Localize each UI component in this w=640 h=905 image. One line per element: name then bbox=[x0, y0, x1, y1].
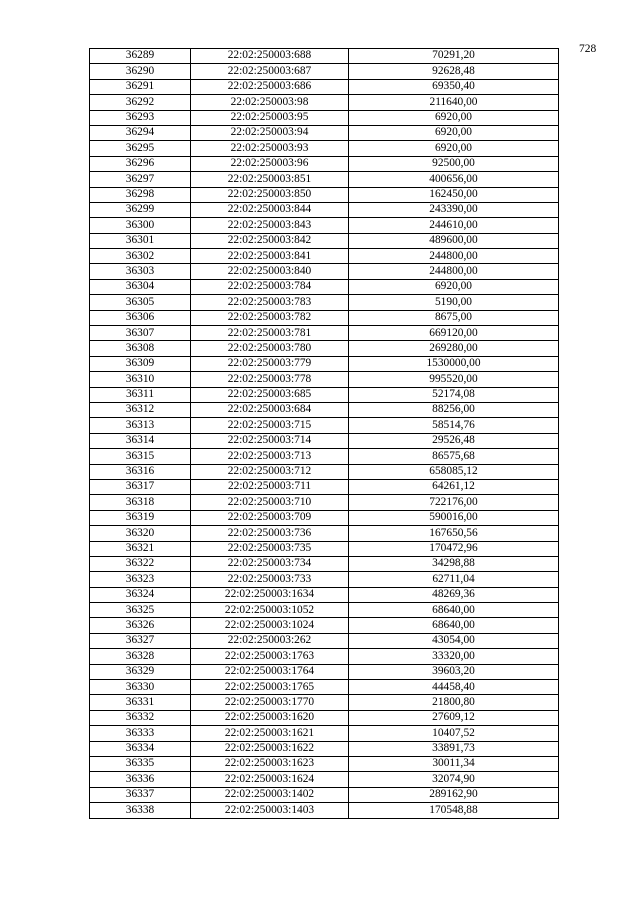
table-row bbox=[90, 510, 559, 525]
table-row bbox=[90, 449, 559, 464]
table-row bbox=[90, 172, 559, 187]
value-cell: 92500,00 bbox=[349, 156, 559, 171]
table-row bbox=[90, 587, 559, 602]
row-number-cell: 36302 bbox=[90, 249, 191, 264]
table-row bbox=[90, 633, 559, 648]
table-row bbox=[90, 572, 559, 587]
row-number-cell: 36303 bbox=[90, 264, 191, 279]
cadastral-number-cell: 22:02:250003:1052 bbox=[191, 603, 349, 618]
page-number: 728 bbox=[579, 43, 597, 55]
cadastral-number-cell: 22:02:250003:841 bbox=[191, 249, 349, 264]
row-number-cell: 36291 bbox=[90, 79, 191, 94]
cadastral-number-cell: 22:02:250003:1402 bbox=[191, 787, 349, 802]
row-number-cell: 36308 bbox=[90, 341, 191, 356]
table-row bbox=[90, 341, 559, 356]
value-cell: 39603,20 bbox=[349, 664, 559, 679]
value-cell: 32074,90 bbox=[349, 772, 559, 787]
value-cell: 86575,68 bbox=[349, 449, 559, 464]
value-cell: 5190,00 bbox=[349, 295, 559, 310]
table-row bbox=[90, 326, 559, 341]
cadastral-number-cell: 22:02:250003:95 bbox=[191, 110, 349, 125]
row-number-cell: 36328 bbox=[90, 649, 191, 664]
cadastral-number-cell: 22:02:250003:1623 bbox=[191, 756, 349, 771]
cadastral-number-cell: 22:02:250003:1764 bbox=[191, 664, 349, 679]
row-number-cell: 36329 bbox=[90, 664, 191, 679]
value-cell: 30011,34 bbox=[349, 756, 559, 771]
cadastral-number-cell: 22:02:250003:843 bbox=[191, 218, 349, 233]
row-number-cell: 36295 bbox=[90, 141, 191, 156]
value-cell: 88256,00 bbox=[349, 402, 559, 417]
cadastral-number-cell: 22:02:250003:850 bbox=[191, 187, 349, 202]
value-cell: 269280,00 bbox=[349, 341, 559, 356]
cadastral-number-cell: 22:02:250003:685 bbox=[191, 387, 349, 402]
table-row bbox=[90, 95, 559, 110]
cadastral-number-cell: 22:02:250003:1024 bbox=[191, 618, 349, 633]
row-number-cell: 36309 bbox=[90, 356, 191, 371]
table-row bbox=[90, 803, 559, 818]
value-cell: 58514,76 bbox=[349, 418, 559, 433]
cadastral-number-cell: 22:02:250003:778 bbox=[191, 372, 349, 387]
table-row bbox=[90, 372, 559, 387]
cadastral-number-cell: 22:02:250003:93 bbox=[191, 141, 349, 156]
value-cell: 489600,00 bbox=[349, 233, 559, 248]
table-row bbox=[90, 541, 559, 556]
row-number-cell: 36289 bbox=[90, 49, 191, 64]
table-row bbox=[90, 402, 559, 417]
table-row bbox=[90, 741, 559, 756]
row-number-cell: 36310 bbox=[90, 372, 191, 387]
cadastral-number-cell: 22:02:250003:783 bbox=[191, 295, 349, 310]
table-row bbox=[90, 387, 559, 402]
cadastral-number-cell: 22:02:250003:712 bbox=[191, 464, 349, 479]
row-number-cell: 36333 bbox=[90, 726, 191, 741]
cadastral-number-cell: 22:02:250003:781 bbox=[191, 326, 349, 341]
table-row bbox=[90, 310, 559, 325]
value-cell: 244800,00 bbox=[349, 249, 559, 264]
table-row bbox=[90, 649, 559, 664]
row-number-cell: 36336 bbox=[90, 772, 191, 787]
row-number-cell: 36321 bbox=[90, 541, 191, 556]
row-number-cell: 36318 bbox=[90, 495, 191, 510]
cadastral-number-cell: 22:02:250003:782 bbox=[191, 310, 349, 325]
row-number-cell: 36294 bbox=[90, 125, 191, 140]
cadastral-number-cell: 22:02:250003:735 bbox=[191, 541, 349, 556]
table-row bbox=[90, 433, 559, 448]
cadastral-number-cell: 22:02:250003:687 bbox=[191, 64, 349, 79]
value-cell: 43054,00 bbox=[349, 633, 559, 648]
value-cell: 62711,04 bbox=[349, 572, 559, 587]
cadastral-number-cell: 22:02:250003:780 bbox=[191, 341, 349, 356]
row-number-cell: 36304 bbox=[90, 279, 191, 294]
cadastral-number-cell: 22:02:250003:1403 bbox=[191, 803, 349, 818]
row-number-cell: 36331 bbox=[90, 695, 191, 710]
cadastral-number-cell: 22:02:250003:688 bbox=[191, 49, 349, 64]
cadastral-number-cell: 22:02:250003:713 bbox=[191, 449, 349, 464]
row-number-cell: 36322 bbox=[90, 556, 191, 571]
value-cell: 162450,00 bbox=[349, 187, 559, 202]
row-number-cell: 36301 bbox=[90, 233, 191, 248]
row-number-cell: 36293 bbox=[90, 110, 191, 125]
table-row bbox=[90, 202, 559, 217]
cadastral-number-cell: 22:02:250003:1770 bbox=[191, 695, 349, 710]
table-row bbox=[90, 710, 559, 725]
table-row bbox=[90, 249, 559, 264]
cadastral-number-cell: 22:02:250003:686 bbox=[191, 79, 349, 94]
table-row bbox=[90, 479, 559, 494]
cadastral-number-cell: 22:02:250003:710 bbox=[191, 495, 349, 510]
row-number-cell: 36326 bbox=[90, 618, 191, 633]
value-cell: 244800,00 bbox=[349, 264, 559, 279]
cadastral-number-cell: 22:02:250003:96 bbox=[191, 156, 349, 171]
cadastral-number-cell: 22:02:250003:711 bbox=[191, 479, 349, 494]
cadastral-number-cell: 22:02:250003:844 bbox=[191, 202, 349, 217]
cadastral-number-cell: 22:02:250003:1620 bbox=[191, 710, 349, 725]
value-cell: 33320,00 bbox=[349, 649, 559, 664]
value-cell: 69350,40 bbox=[349, 79, 559, 94]
row-number-cell: 36337 bbox=[90, 787, 191, 802]
value-cell: 92628,48 bbox=[349, 64, 559, 79]
cadastral-number-cell: 22:02:250003:1624 bbox=[191, 772, 349, 787]
table-row bbox=[90, 756, 559, 771]
table-body bbox=[90, 49, 559, 819]
cadastral-number-cell: 22:02:250003:715 bbox=[191, 418, 349, 433]
table-row bbox=[90, 618, 559, 633]
value-cell: 6920,00 bbox=[349, 141, 559, 156]
row-number-cell: 36316 bbox=[90, 464, 191, 479]
value-cell: 170548,88 bbox=[349, 803, 559, 818]
value-cell: 658085,12 bbox=[349, 464, 559, 479]
table-row bbox=[90, 279, 559, 294]
row-number-cell: 36323 bbox=[90, 572, 191, 587]
cadastral-number-cell: 22:02:250003:684 bbox=[191, 402, 349, 417]
table-row bbox=[90, 695, 559, 710]
table-row bbox=[90, 603, 559, 618]
cadastral-number-cell: 22:02:250003:851 bbox=[191, 172, 349, 187]
row-number-cell: 36320 bbox=[90, 526, 191, 541]
value-cell: 33891,73 bbox=[349, 741, 559, 756]
table-row bbox=[90, 141, 559, 156]
row-number-cell: 36296 bbox=[90, 156, 191, 171]
table-row bbox=[90, 464, 559, 479]
value-cell: 995520,00 bbox=[349, 372, 559, 387]
value-cell: 170472,96 bbox=[349, 541, 559, 556]
cadastral-number-cell: 22:02:250003:1621 bbox=[191, 726, 349, 741]
row-number-cell: 36313 bbox=[90, 418, 191, 433]
value-cell: 244610,00 bbox=[349, 218, 559, 233]
row-number-cell: 36297 bbox=[90, 172, 191, 187]
table-row bbox=[90, 356, 559, 371]
value-cell: 48269,36 bbox=[349, 587, 559, 602]
row-number-cell: 36306 bbox=[90, 310, 191, 325]
cadastral-number-cell: 22:02:250003:733 bbox=[191, 572, 349, 587]
cadastral-number-cell: 22:02:250003:98 bbox=[191, 95, 349, 110]
row-number-cell: 36290 bbox=[90, 64, 191, 79]
cadastral-number-cell: 22:02:250003:779 bbox=[191, 356, 349, 371]
cadastral-number-cell: 22:02:250003:262 bbox=[191, 633, 349, 648]
value-cell: 6920,00 bbox=[349, 125, 559, 140]
row-number-cell: 36338 bbox=[90, 803, 191, 818]
table-row bbox=[90, 156, 559, 171]
row-number-cell: 36324 bbox=[90, 587, 191, 602]
value-cell: 289162,90 bbox=[349, 787, 559, 802]
cadastral-number-cell: 22:02:250003:736 bbox=[191, 526, 349, 541]
cadastral-number-cell: 22:02:250003:714 bbox=[191, 433, 349, 448]
table-row bbox=[90, 110, 559, 125]
value-cell: 6920,00 bbox=[349, 110, 559, 125]
value-cell: 243390,00 bbox=[349, 202, 559, 217]
row-number-cell: 36325 bbox=[90, 603, 191, 618]
row-number-cell: 36292 bbox=[90, 95, 191, 110]
row-number-cell: 36298 bbox=[90, 187, 191, 202]
table-row bbox=[90, 264, 559, 279]
value-cell: 722176,00 bbox=[349, 495, 559, 510]
row-number-cell: 36299 bbox=[90, 202, 191, 217]
row-number-cell: 36314 bbox=[90, 433, 191, 448]
table-row bbox=[90, 187, 559, 202]
value-cell: 8675,00 bbox=[349, 310, 559, 325]
value-cell: 44458,40 bbox=[349, 680, 559, 695]
table-row bbox=[90, 79, 559, 94]
table-row bbox=[90, 495, 559, 510]
value-cell: 27609,12 bbox=[349, 710, 559, 725]
table-row bbox=[90, 49, 559, 64]
table-row bbox=[90, 218, 559, 233]
table-row bbox=[90, 772, 559, 787]
row-number-cell: 36332 bbox=[90, 710, 191, 725]
value-cell: 167650,56 bbox=[349, 526, 559, 541]
value-cell: 400656,00 bbox=[349, 172, 559, 187]
row-number-cell: 36307 bbox=[90, 326, 191, 341]
value-cell: 64261,12 bbox=[349, 479, 559, 494]
row-number-cell: 36312 bbox=[90, 402, 191, 417]
table-row bbox=[90, 726, 559, 741]
table-row bbox=[90, 418, 559, 433]
row-number-cell: 36327 bbox=[90, 633, 191, 648]
table-row bbox=[90, 233, 559, 248]
cadastral-number-cell: 22:02:250003:1634 bbox=[191, 587, 349, 602]
value-cell: 21800,80 bbox=[349, 695, 559, 710]
table-row bbox=[90, 556, 559, 571]
value-cell: 70291,20 bbox=[349, 49, 559, 64]
value-cell: 211640,00 bbox=[349, 95, 559, 110]
cadastral-number-cell: 22:02:250003:734 bbox=[191, 556, 349, 571]
table-row bbox=[90, 64, 559, 79]
row-number-cell: 36300 bbox=[90, 218, 191, 233]
value-cell: 34298,88 bbox=[349, 556, 559, 571]
value-cell: 6920,00 bbox=[349, 279, 559, 294]
cadastral-number-cell: 22:02:250003:840 bbox=[191, 264, 349, 279]
cadastral-value-table bbox=[89, 48, 559, 819]
row-number-cell: 36330 bbox=[90, 680, 191, 695]
value-cell: 669120,00 bbox=[349, 326, 559, 341]
table-row bbox=[90, 787, 559, 802]
table-row bbox=[90, 125, 559, 140]
table-row bbox=[90, 526, 559, 541]
cadastral-number-cell: 22:02:250003:784 bbox=[191, 279, 349, 294]
row-number-cell: 36305 bbox=[90, 295, 191, 310]
row-number-cell: 36315 bbox=[90, 449, 191, 464]
row-number-cell: 36319 bbox=[90, 510, 191, 525]
cadastral-number-cell: 22:02:250003:1765 bbox=[191, 680, 349, 695]
cadastral-number-cell: 22:02:250003:1622 bbox=[191, 741, 349, 756]
value-cell: 29526,48 bbox=[349, 433, 559, 448]
row-number-cell: 36334 bbox=[90, 741, 191, 756]
row-number-cell: 36335 bbox=[90, 756, 191, 771]
table-row bbox=[90, 664, 559, 679]
cadastral-number-cell: 22:02:250003:709 bbox=[191, 510, 349, 525]
table-row bbox=[90, 680, 559, 695]
value-cell: 68640,00 bbox=[349, 603, 559, 618]
value-cell: 52174,08 bbox=[349, 387, 559, 402]
cadastral-number-cell: 22:02:250003:94 bbox=[191, 125, 349, 140]
row-number-cell: 36317 bbox=[90, 479, 191, 494]
value-cell: 68640,00 bbox=[349, 618, 559, 633]
cadastral-number-cell: 22:02:250003:1763 bbox=[191, 649, 349, 664]
value-cell: 10407,52 bbox=[349, 726, 559, 741]
value-cell: 1530000,00 bbox=[349, 356, 559, 371]
table-row bbox=[90, 295, 559, 310]
cadastral-number-cell: 22:02:250003:842 bbox=[191, 233, 349, 248]
row-number-cell: 36311 bbox=[90, 387, 191, 402]
value-cell: 590016,00 bbox=[349, 510, 559, 525]
